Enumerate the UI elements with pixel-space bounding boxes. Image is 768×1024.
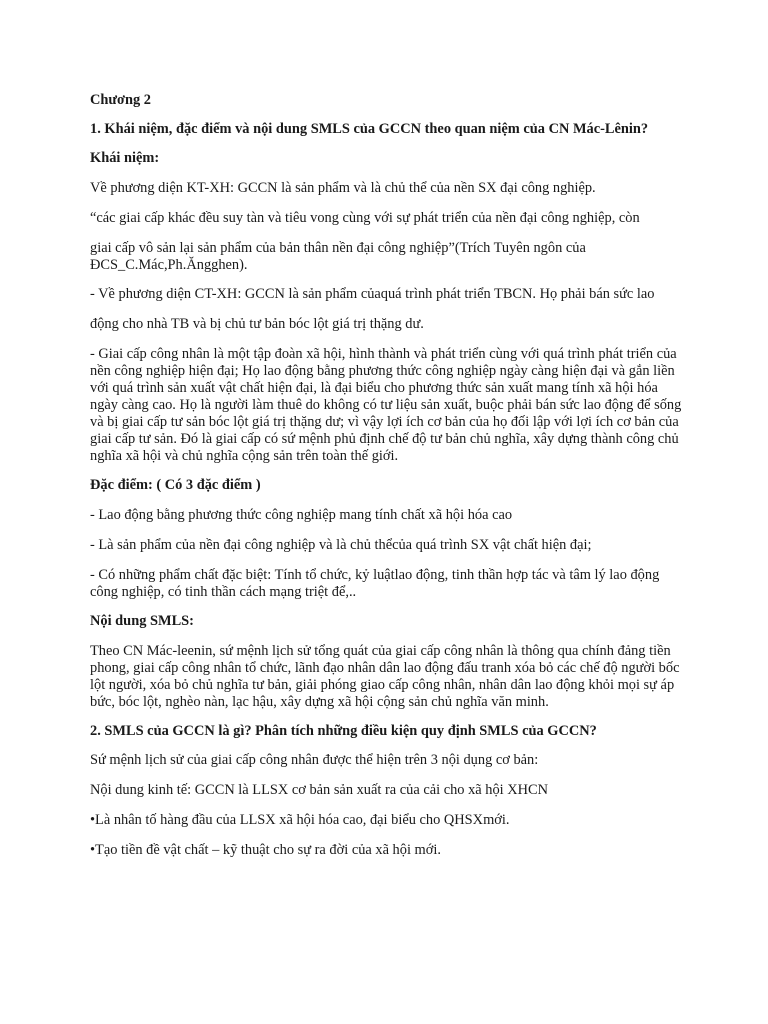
paragraph-su-menh: Sứ mệnh lịch sử của giai cấp công nhân được thể hiện trên 3 nội dụng cơ bản: xyxy=(90,752,539,768)
question-1-heading: 1. Khái niệm, đặc điểm và nội dung SMLS của GCCN theo quan niệm của CN Mác-Lênin? xyxy=(90,121,649,137)
paragraph-theo-cn-mac-leenin: Theo CN Mác-leenin, sứ mệnh lịch sử tổng quát của giai cấp công nhân là thông qua chính đảng tiền phong, giai cấp công nhân tổ chức, lãnh đạo nhân dân lao động đấu tranh xóa bỏ các chế độ người bốc lột người, xóa bỏ chủ nghĩa tư bản, giải phóng giao cấp công nhân, nhân dân lao động khỏi mọi sự áp bức, bóc lột, nghèo nàn, lạc hậu, xây dựng xã hội cộng sản chủ nghĩa văn minh. xyxy=(90,643,680,710)
question-2-heading: 2. SMLS của GCCN là gì? Phân tích những điều kiện quy định SMLS của GCCN? xyxy=(90,723,597,739)
document-body xyxy=(90,92,684,859)
paragraph-quote-line-2: giai cấp vô sản lại sản phẩm của bản thân nền đại công nghiệp”(Trích Tuyên ngôn của ĐCS_C.Mác,Ph.Ăngghen). xyxy=(90,240,586,273)
paragraph-quote-line-1: “các giai cấp khác đều suy tàn và tiêu vong cùng với sự phát triển của nền đại công nghiệp, còn xyxy=(90,210,640,226)
paragraph-noi-dung-kinh-te: Nội dung kinh tế: GCCN là LLSX cơ bản sản xuất ra của cải cho xã hội XHCN xyxy=(90,782,549,798)
paragraph-ct-xh-continued: động cho nhà TB và bị chủ tư bản bóc lột giá trị thặng dư. xyxy=(90,316,424,332)
dac-diem-heading: Đặc điểm: ( Có 3 đặc điểm ) xyxy=(90,477,261,493)
bullet-item-2: •Tạo tiền đề vật chất – kỹ thuật cho sự ra đời của xã hội mới. xyxy=(90,842,441,858)
paragraph-ct-xh: - Về phương diện CT-XH: GCCN là sản phẩm củaquá trình phát triển TBCN. Họ phải bán sức lao xyxy=(90,286,655,302)
chapter-heading: Chương 2 xyxy=(90,92,151,108)
khai-niem-heading: Khái niệm: xyxy=(90,150,160,166)
bullet-item-1: •Là nhân tố hàng đầu của LLSX xã hội hóa cao, đại biểu cho QHSXmới. xyxy=(90,812,510,828)
dac-diem-item-1: - Lao động bằng phương thức công nghiệp mang tính chất xã hội hóa cao xyxy=(90,507,513,523)
noi-dung-smls-heading: Nội dung SMLS: xyxy=(90,613,194,629)
paragraph-kt-xh: Về phương diện KT-XH: GCCN là sản phẩm và là chủ thể của nền SX đại công nghiệp. xyxy=(90,180,596,196)
dac-diem-item-2: - Là sản phẩm của nền đại công nghiệp và là chủ thểcủa quá trình SX vật chất hiện đại; xyxy=(90,537,592,553)
dac-diem-item-3: - Có những phẩm chất đặc biệt: Tính tổ chức, kỷ luậtlao động, tinh thần hợp tác và tâm lý lao động công nghiệp, có tinh thần cách mạng triệt để,.. xyxy=(90,567,660,600)
paragraph-giai-cap-cong-nhan: - Giai cấp công nhân là một tập đoàn xã hội, hình thành và phát triển cùng với quá trình phát triển của nền công nghiệp hiện đại; Họ lao động bằng phương thức công nghiệp ngày càng hiện đại và gắn liền với quá trình sản xuất vật chất hiện đại, là đại biểu cho phương thức sản xuất mang tính xã hội hóa ngày càng cao. Họ là người làm thuê do không có tư liệu sản xuất, buộc phải bán sức lao động để sống và bị giai cấp tư sản bóc lột giá trị thặng dư; vì vậy lợi ích cơ bản của họ đối lập với lợi ích cơ bản của giai cấp tư sản. Đó là giai cấp có sứ mệnh phủ định chế độ tư bản chủ nghĩa, xây dựng thành công chủ nghĩa xã hội và chủ nghĩa cộng sản trên toàn thế giới. xyxy=(90,346,682,464)
